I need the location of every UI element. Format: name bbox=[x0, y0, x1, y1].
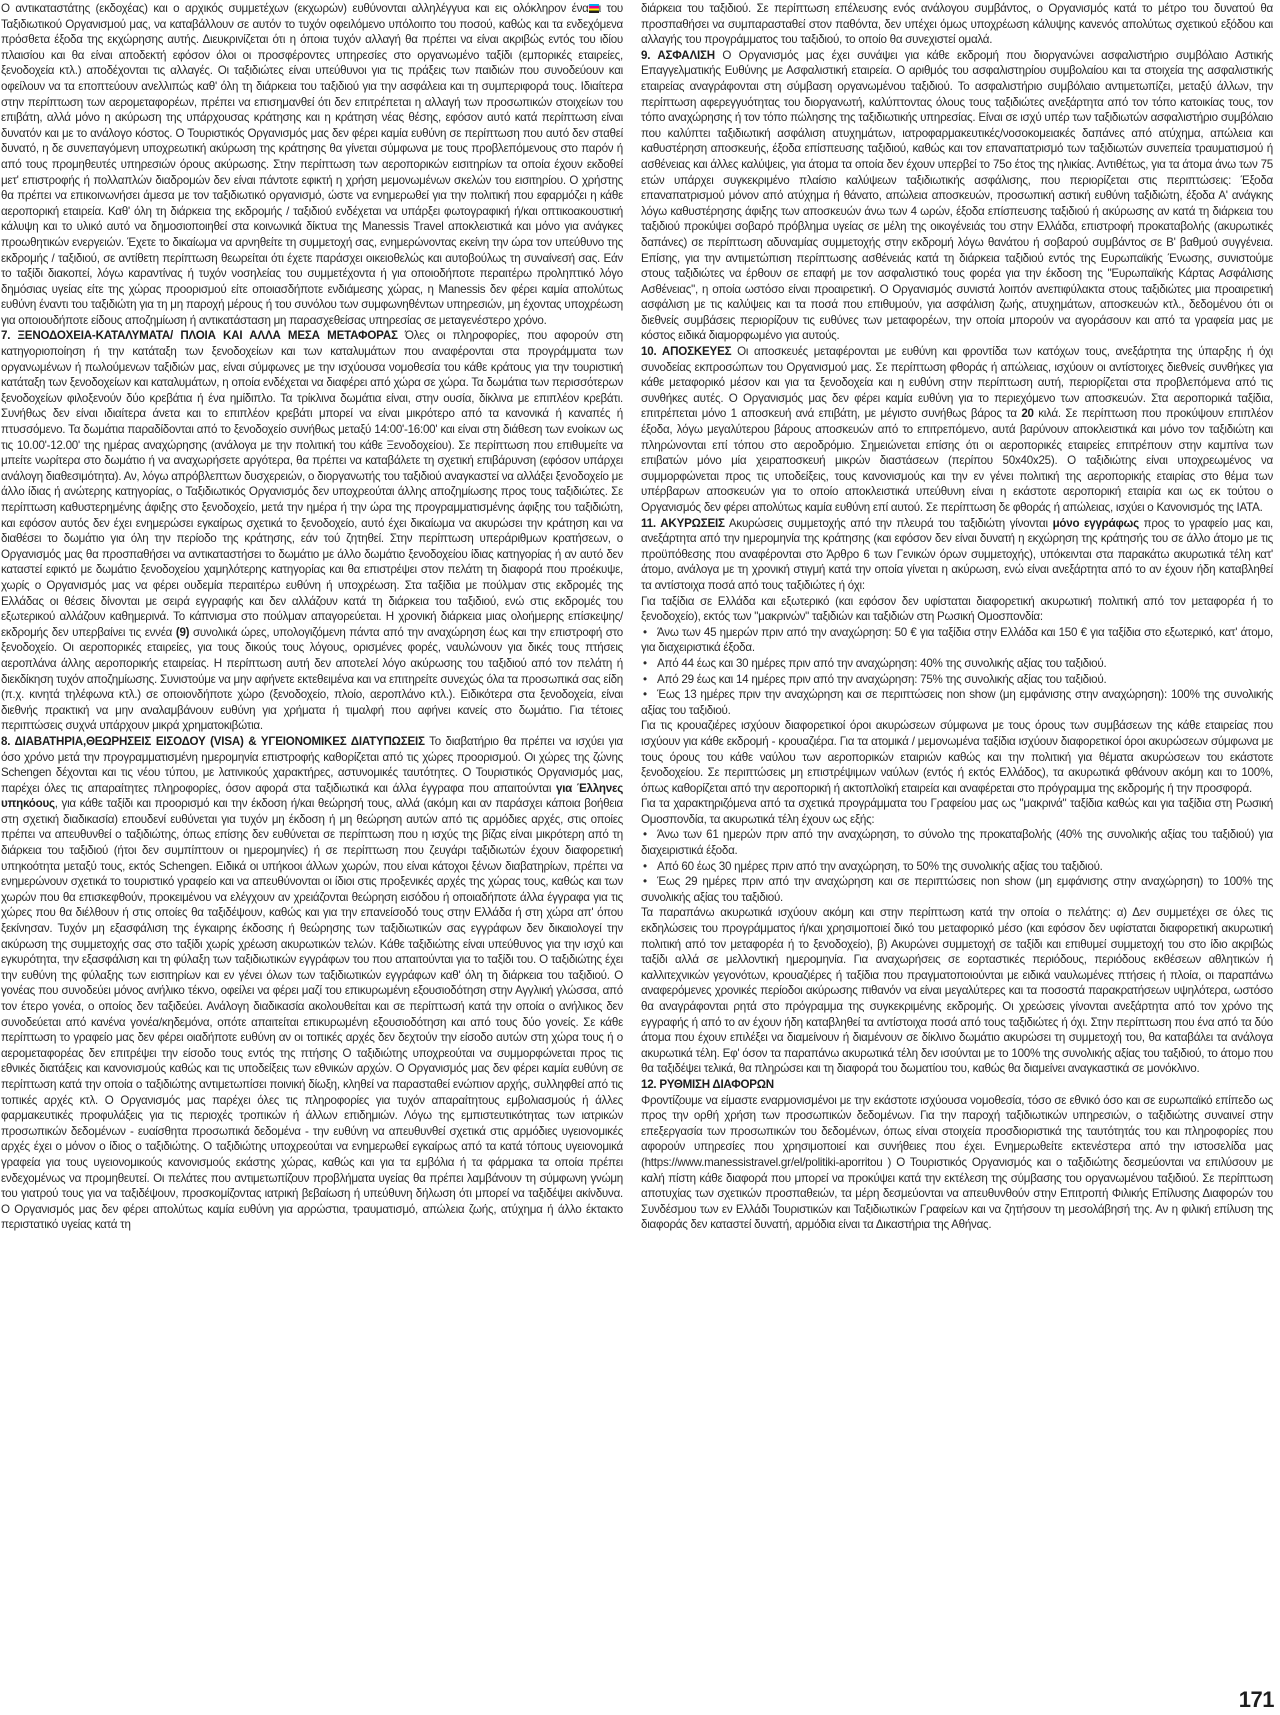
section-8-text-a: Το διαβατήριο θα πρέπει να ισχύει για όσο χρόνο μετά την προγραμματισμένη ημερομηνία επιστροφής καθορίζεται από τις χώρες προορισμού. Οι χώρες της ζώνης Schengen δέχονται και τις νέου τύπου, με λατινικούς χαρακτήρες, αστυνομικές ταυτότητες. Ο Τουριστικός Οργανισμός μας, παρέχει όλες τις απαραίτητες πληροφορίες, όσον αφορά στα ταξιδιωτικά και άλλα έγγραφα που απαιτούνται bbox=[1, 734, 623, 795]
section-10-heading: 10. ΑΠΟΣΚΕΥΕΣ bbox=[641, 345, 732, 359]
section-12-heading: 12. ΡΥΘΜΙΣΗ ΔΙΑΦΟΡΩΝ bbox=[641, 1077, 774, 1091]
section-11-cruise: Για τις κρουαζιέρες ισχύουν διαφορετικοί όροι ακυρώσεων σύμφωνα με τους όρους των συμβάσεων της κάθε εταιρείας που ισχύουν για κάθε εκδρομή - κρουαζιέρα. Για τα ατομικά / μεμονωμένα ταξίδια ισχύουν διαφορετικοί όροι ακυρώσεων σύμφωνα με τους όρους του κάθε ναύλου των αεροπορικών εταιριών καθώς και την πολιτική για θέματα ακυρώσεων του εκάστοτε ξενοδοχείου. Σε περιπτώσεις μη επιστρέψιμων ναύλων (εντός ή εκτός Ελλάδος), τα ακυρωτικά φθάνουν ακόμη και το 100%, όπως καθορίζεται από την αεροπορική ή ακτοπλοϊκή εταιρεία και αναφέρεται στο πρόγραμμα της εκδρομής ή την προσφορά. bbox=[641, 719, 1273, 795]
intro-text-b: ι του Ταξιδιωτικού Οργανισμού μας, να καταβάλλουν σε αυτόν το τυχόν οφειλόμενο υπόλοιπο του ποσού, καθώς και τα ενδεχόμενα πρόσθετα έξοδα της εκχώρησης αυτής. Διευκρινίζεται ότι η όποια τυχόν αλλαγή θα πρέπει να είναι ακριβώς εντός του ιδίου πλαισίου και θα είναι αποδεκτή εφόσον όλοι οι προσφέροντες υπηρεσίες στο οργανωμένο ταξίδι (εμπορικές εταιρείες, ξενοδοχεία κτλ.) αποδέχονται τις αλλαγές. Οι ταξιδιώτες είναι υπεύθυνοι για τις πράξεις των παιδιών που συνοδεύουν και οφείλουν να τα εποπτεύουν ανελλιπώς καθ' όλη τη διάρκεια του ταξιδιού για την ασφάλεια και τη συμπεριφορά τους. Ιδιαίτερα στην περίπτωση των αερομεταφορέων, πρέπει να επισημανθεί ότι δεν επιτρέπεται η αλλαγή των προσωπικών στοιχείων του επιβάτη, αλλά μόνο η ακύρωση της υπάρχουσας κράτησης και η κράτηση νέας θέσης, εφόσον αυτό κατά περίπτωση είναι δυνατόν και με το ανάλογο κόστος. Ο Τουριστικός Οργανισμός μας δεν φέρει καμία ευθύνη σε περίπτωση που αυτό δεν σταθεί δυνατό, η δε συνεπαγόμενη υποχρεωτική ακύρωση της κράτησης θα γίνεται σύμφωνα με τους προβλεπόμενους στο παρόν ή από τους προμηθευτές υπηρεσιών όρους ακύρωσης. Στην περίπτωση των αεροπορικών εισιτηρίων τα οποία έχουν εκδοθεί μετ' επιστροφής ή πολλαπλών διαδρομών δεν είναι πάντοτε εφικτή η χρήση μεμονωμένων σκελών του εισιτηρίου. Ο χρήστης θα πρέπει να επικοινωνήσει άμεσα με τον ταξιδιωτικό οργανισμό, ώστε να ενημερωθεί για την πολιτική που εφαρμόζει η κάθε αεροπορική εταιρεία. Καθ' όλη τη διάρκεια της εκδρομής / ταξιδιού ενδέχεται να υπάρξει φωτογραφική ή/και οπτικοακουστική κάλυψη και το υλικό αυτό να δημοσιοποιηθεί στα κοινωνικά δίκτυα της Manessis Travel αποκλειστικά και μόνο για ανάγκες προωθητικών ενεργειών. Έχετε το δικαίωμα να αρνηθείτε τη συμμετοχή σας, ενημερώνοντας εκείνη την ώρα τον υπεύθυνο της εκδρομής / ταξιδιού, σε αντίθετη περίπτωση θεωρείται ότι έχετε παράσχει οικειοθελώς και αυτοβούλως τη συναίνεσή σας. Εάν το ταξίδι διακοπεί, λόγω καραντίνας ή τυχόν νοσηλείας του συμμετέχοντα ή για οποιοδήποτε περαιτέρω προληπτικό λόγο δημόσιας υγείας είτε της χώρας προορισμού είτε οποιασδήποτε ενδιάμεσης χώρας, η Manessis δεν φέρει καμία απολύτως ευθύνη έναντι του ταξιδιώτη για τη μη παροχή μέρους ή του συνόλου των συμφωνηθέντων υπηρεσιών, μη έχοντας υποχρέωση για οποιουδήποτε είδους αποζημίωση ή αντικατάσταση μη παρασχεθείσας υπηρεσίας σε μεταγενέστερο χρόνο. bbox=[1, 2, 623, 327]
section-8-bold: για Έλληνες υπηκόους bbox=[1, 781, 623, 811]
list-item bbox=[641, 687, 1273, 718]
section-9-heading: 9. ΑΣΦΑΛΙΣΗ bbox=[641, 48, 715, 62]
section-7-text-a: Όλες οι πληροφορίες, που αφορούν στη κατηγοριοποίηση ή την κατάταξη των ξενοδοχείων και των καταλυμάτων που αναφέρονται στα προγράμματα των οργανωμένων ή πωλούμενων ταξιδιών μας, είναι σύμφωνες με την ισχύουσα νομοθεσία του κάθε κράτους για την τουριστική κατάταξη των ξενοδοχείων και καταλυμάτων, η οποία ενδέχεται να διαφέρει από χώρα σε χώρα. Τα δωμάτια των περισσότερων ξενοδοχείων φιλοξενούν δύο κρεβάτια ή ένα ημίδιπλο. Τα τρίκλινα δωμάτια είναι, στην ουσία, δίκλινα με επιπλέον κρεβάτι. Συνήθως δεν είναι ιδιαίτερα άνετα και το επιπλέον κρεβάτι μπορεί να είναι μικρότερο από τα κανονικά ή καναπές ή πτυσσόμενο. Τα δωμάτια παραδίδονται από το ξενοδοχείο συνήθως μεταξύ 14:00'-16:00' και είναι στη διάθεση των ενοίκων ως τις 10.00'-12.00' της ημέρας αναχώρησης (ανάλογα με την πολιτική του κάθε Ξενοδοχείου). Σε περίπτωση που επιθυμείτε να μπείτε νωρίτερα στο δωμάτιο ή να αναχωρήσετε αργότερα, θα πρέπει να καταβάλετε τη σχετική επιβάρυνση (εφόσον υπάρχει ανάλογη διαθεσιμότητα). Αν, λόγω απρόβλεπτων δυσχερειών, ο διοργανωτής του ταξιδιού αναγκαστεί να αλλάξει ξενοδοχείο με άλλο ίδιας ή ανώτερης κατηγορίας, ο Ταξιδιωτικός Οργανισμός δεν υποχρεούται άλλης αποζημίωσης προς τους ταξιδιώτες. Σε περίπτωση καθυστερημένης άφιξης στο ξενοδοχείο, μετά την ημέρα ή την ώρα της προγραμματισμένης άφιξης του ταξιδιώτη, και εφόσον αυτός δεν έχει ενημερώσει εγκαίρως σχετικά το ξενοδοχείο, αυτό έχει δικαίωμα να ακυρώσει την κράτηση και να διαθέσει το δωμάτιο για όλη την περίοδο της κράτησης, εάν τού ζητηθεί. Στην περίπτωση υπεράριθμων κρατήσεων, ο Οργανισμός μας θα προσπαθήσει να αντικαταστήσει το δωμάτιο με άλλο δωμάτιο ξενοδοχείου ίδιας κατηγορίας ή αν αυτό δεν καταστεί εφικτό με δωμάτιο ξενοδοχείου χαμηλότερης κατηγορίας και θα επιστρέψει στον πελάτη τη διαφορά που προέκυψε, χωρίς ο Οργανισμός μας να φέρει ουδεμία περαιτέρω ευθύνη ή υποχρέωση. Στα ταξίδια με πούλμαν στις εκδρομές της Ελλάδας οι θέσεις δίνονται με σειρά εγγραφής και δεν αλλάζουν κατά τη διάρκεια του ταξιδιού, ενώ στις εκδρομές του εξωτερικού αλλάζουν καθημερινά. Το κάπνισμα στο πούλμαν απαγορεύεται. Η χρονική διάρκεια μιας ολοήμερης επίσκεψης/εκδρομής δεν υπερβαίνει τις εννέα bbox=[1, 329, 623, 639]
list-item bbox=[641, 625, 1273, 656]
section-11-closing: Τα παραπάνω ακυρωτικά ισχύουν ακόμη και στην περίπτωση κατά την οποία ο πελάτης: α) Δεν συμμετέχει σε όλες τις εκδηλώσεις του προγράμματος ή/και χρησιμοποιεί δικό του μεταφορικό μέσο (και εφόσον δεν υφίσταται διαφορετική ακυρωτική πολιτική από τον μεταφορέα ή το ξενοδοχείο), β) Ακυρώνει συμμετοχή σε ταξίδι και επιθυμεί συμμετοχή του στο ίδιο ακριβώς ταξίδι αλλά σε μελλοντική ημερομηνία. Για αναχωρήσεις σε εορταστικές περιόδους, περιόδους εκθέσεων αθλητικών ή καλλιτεχνικών γεγονότων, κρουαζιέρες ή ταξίδια που πραγματοποιούνται με ειδικά ναυλωμένες πτήσεις ή πλοία, οι παραπάνω αναφερόμενες χρονικές περίοδοι ακύρωσης πιθανόν να είναι μεγαλύτερες και τα ποσοστά παρακρατήσεων υψηλότερα, ωστόσο θα αναγράφονται ρητά στο πρόγραμμα της συγκεκριμένης εκδρομής. Οι χρεώσεις γίνονται ανεξάρτητα από τον χρόνο της εγγραφής ή από το αν έχουν ήδη καταβληθεί τα αντίστοιχα ποσά από τους ταξιδιώτες ή όχι. Στην περίπτωση που ένα από τα δύο άτομα που έχουν επιλέξει να διαμείνουν ή διαμένουν σε δίκλινο δωμάτιο ακυρώσει τη συμμετοχή του, θα καταβάλει τα ανάλογα ακυρωτικά τέλη. Εφ' όσον τα παραπάνω ακυρωτικά τέλη δεν ισούνται με το 100% της συνολικής αξίας του ταξιδιού, το άτομο που θα ταξιδέψει τελικά, θα πληρώσει και τη διαφορά του δωματίου του, καθώς θα διαμείνει αναγκαστικά σε μονόκλινο. bbox=[641, 906, 1273, 1076]
continuation-paragraph: διάρκεια του ταξιδιού. Σε περίπτωση επέλευσης ενός ανάλογου συμβάντος, ο Οργανισμός κατά το μέτρο του δυνατού θα προσπαθήσει να συμπαρασταθεί στον παθόντα, δεν υπέχει όμως υποχρέωση κάλυψης κανενός απολύτως σχετικού εξόδου και αλλαγής του προγράμματος του ταξιδιού, το οποίο θα συνεχιστεί ομαλά. bbox=[641, 2, 1273, 47]
list-item bbox=[641, 672, 1273, 688]
section-11-heading: 11. ΑΚΥΡΩΣΕΙΣ bbox=[641, 516, 725, 530]
list-item-text: Από 29 έως και 14 ημέρες πριν από την αναχώρηση: 75% της συνολικής αξίας του ταξιδιού. bbox=[657, 672, 1107, 686]
right-column bbox=[641, 1, 1273, 1233]
section-12-text: Φροντίζουμε να είμαστε εναρμονισμένοι με την εκάστοτε ισχύουσα νομοθεσία, τόσο σε εθνικό όσο και σε ευρωπαϊκό επίπεδο ως προς την ορθή χρήση των προσωπικών δεδομένων. Για την παροχή ταξιδιωτικών υπηρεσιών, ο ταξιδιώτης συναινεί στην επεξεργασία των προσωπικών του δεδομένων, όπως είναι στοιχεία προσδιοριστικά της ταυτότητάς του και πληροφορίες που αφορούν υπηρεσίες που χρησιμοποιεί και συνήθειες που έχει. Ενημερωθείτε εκτενέστερα από την ιστοσελίδα μας (https://www.manessistravel.gr/el/politiki-aporritou ) Ο Τουριστικός Οργανισμός και ο ταξιδιώτης δεσμεύονται να επιλύσουν με καλή πίστη κάθε διαφορά που μπορεί να προκύψει κατά την εκτέλεση της σύμβασης του οργανωμένου ταξιδιού. Σε περίπτωση αποτυχίας των σχετικών προσπαθειών, τα μέρη δεσμεύονται να απευθυνθούν στην Επιτροπή Φιλικής Επίλυσης Διαφορών του Συνδέσμου των εν Ελλάδι Τουριστικών και Ταξιδιωτικών Γραφείων και να ζητήσουν τη μεσολάβησή της. Αν η φιλική επίλυση της διαφοράς δεν καταστεί δυνατή, αρμόδια είναι τα Δικαστήρια της Αθήνας. bbox=[641, 1093, 1273, 1232]
list-item-text: Έως 13 ημέρες πριν την αναχώρηση και σε περιπτώσεις non show (μη εμφάνισης στην αναχώρηση): 100% της συνολικής αξίας του ταξιδιού. bbox=[641, 688, 1273, 717]
left-column bbox=[1, 1, 623, 1233]
intro-paragraph bbox=[1, 1, 623, 328]
list-item bbox=[641, 656, 1273, 672]
section-8-heading: 8. ΔΙΑΒΑΤΗΡΙΑ,ΘΕΩΡΗΣΕΙΣ ΕΙΣΟΔΟΥ (VISA) & ΥΓΕΙΟΝΟΜΙΚΕΣ ΔΙΑΤΥΠΩΣΕΙΣ bbox=[1, 734, 425, 748]
list-item-text: Από 44 έως και 30 ημέρες πριν από την αναχώρηση: 40% της συνολικής αξίας του ταξιδιού. bbox=[657, 656, 1107, 670]
bullet-icon: • bbox=[643, 688, 647, 702]
section-11-longhaul-intro: Για τα χαρακτηριζόμενα από τα σχετικά προγράμματα του Γραφείου μας ως "μακρινά" ταξίδια καθώς και για ταξίδια στη Ρωσική Ομοσπονδία, τα ακυρωτικά τέλη έχουν ως εξής: bbox=[641, 797, 1273, 826]
bullet-icon: • bbox=[643, 672, 647, 686]
page-number: 171 bbox=[1238, 1687, 1274, 1712]
section-11-text-b: προς το γραφείο μας και, ανεξάρτητα από την ημερομηνία της κράτησης (και εφόσον δεν είναι δυνατή η εκχώρηση της κράτησής του σε άλλο άτομο με τις προϋπόθεσης που αναφέρονται στο Άρθρο 6 των Γενικών όρων συμμετοχής), υπόκεινται στα παρακάτω ακυρωτικά τέλη κατ' άτομο, ανάλογα με τη χρονική στιγμή κατά την οποία γίνεται η ακύρωση, ενώ είναι ανεξάρτητα από το αν έχουν ήδη καταβληθεί τα αντίστοιχα ποσά από τους ταξιδιώτες ή όχι: bbox=[641, 516, 1273, 592]
section-9 bbox=[641, 48, 1273, 344]
list-item bbox=[641, 874, 1273, 905]
bullet-icon: • bbox=[643, 859, 647, 873]
list-item-text: Άνω των 45 ημερών πριν από την αναχώρηση: 50 € για ταξίδια στην Ελλάδα και 150 € για ταξίδια στο εξωτερικό, κατ' άτομο, για διαχειριστικά έξοδα. bbox=[641, 625, 1273, 655]
section-10-bold-weight: 20 bbox=[1021, 407, 1034, 421]
bullet-icon: • bbox=[643, 625, 647, 639]
section-7 bbox=[1, 328, 623, 733]
section-7-heading: 7. ΞΕΝΟΔΟΧΕΙΑ-ΚΑΤΑΛΥΜΑΤΑ/ ΠΛΟΙΑ ΚΑΙ ΑΛΛΑ ΜΕΣΑ ΜΕΤΑΦΟΡΑΣ bbox=[1, 329, 398, 343]
section-11 bbox=[641, 516, 1273, 594]
section-9-text: Ο Οργανισμός μας έχει συνάψει για κάθε εκδρομή που διοργανώνει ασφαλιστήριο συμβόλαιο Αστικής Επαγγελματικής Ευθύνης με Ασφαλιστική εταιρεία. Ο αριθμός του ασφαλιστηρίου συμβολαίου και τα στοιχεία της ασφαλιστικής εταιρείας αναγράφονται στη σύμβαση οργανωμένου ταξιδιού. Το ασφαλιστήριο συμβόλαιο αντιμετωπίζει, μεταξύ άλλων, την περίπτωση αφερεγγυότητας του διοργανωτή, καλύπτοντας όλους τους ταξιδιώτες ανεξάρτητα από τον τόπο κατοικίας τους, τον τόπο αναχώρησης ή τον τόπο πώλησης της ταξιδιωτικής υπηρεσίας. Είναι σε ισχύ υπέρ των ταξιδιωτών ασφαλιστήριο συμβόλαιο που καλύπτει ταξιδιωτική ασφάλιση ατυχημάτων, ιατροφαρμακευτικές/νοσοκομειακές δαπάνες από ατύχημα, απώλεια και καθυστέρηση αποσκευής, έξοδα επίσπευσης ταξιδιού, καθώς και τον επαναπατρισμό των ταξιδιωτών συνεπεία τραυματισμού ή ασθένειας και άλλες καλύψεις, για άτομα τα οποία δεν έχουν υπερβεί το 75ο έτος της ηλικίας. Αντιθέτως, για τα άτομα άνω των 75 ετών υπάρχει συγκεκριμένο πλαίσιο καλύψεων ταξιδιωτικής ασφάλισης, που περιορίζεται στις περιπτώσεις: Έξοδα επαναπατρισμού μόνον από ατύχημα ή θάνατο, απώλεια αποσκευών, προσωπική αστική ευθύνη ταξιδιώτη, έξοδα Α' ανάγκης λόγω καθυστέρησης άφιξης των αποσκευών άνω των 4 ωρών, έξοδα επίσπευσης ταξιδιού ή ακύρωσης αν κατά τη διάρκεια του ταξιδιού προκύψει σοβαρό πρόβλημα υγείας σε μέλη της οικογένειάς του στην Ελλάδα, επιστροφή προκαταβολής (ακυρωτικές δαπάνες) σε περίπτωση αδυναμίας συμμετοχής στην εκδρομή λόγω θανάτου ή σοβαρού συμβάντος σε Β' βαθμού συγγένεια. Επίσης, για την αντιμετώπιση περίπτωσης ασθένειάς κατά τη διάρκεια ταξιδιού εντός της Ευρωπαϊκής Ένωσης, συνιστούμε στους ταξιδιώτες να έρθουν σε επαφή με τον ασφαλιστικό τους φορέα για την έκδοση της "Ευρωπαϊκής Κάρτας Ασφάλισης Ασθένειας", η οποία ωστόσο είναι προαιρετική. Ο Οργανισμός συνιστά λοιπόν ανεπιφύλακτα στους ταξιδιώτες μια προαιρετική ασφάλιση με τις καλύψεις και τα ποσά που επιθυμούν, για ασφάλιση ζωής, ατυχημάτων, αποσκευών κτλ., δεδομένου ότι οι διεθνείς συμβάσεις περιορίζουν τις ευθύνες των μεταφορέων, την οποία μπορούν να αγοράσουν και από τα γραφεία μας με κόστος ειδικά διαμορφωμένο για αυτούς. bbox=[641, 48, 1274, 343]
section-10-text-b: κιλά. Σε περίπτωση που προκύψουν επιπλέον έξοδα, λόγω μεγαλύτερου βάρους αποσκευών από το επιτρεπόμενο, αυτά βαρύνουν αποκλειστικά και μόνο τον ταξιδιώτη και πληρώνονται επί τόπου στο αεροδρόμιο. Σημειώνεται επίσης ότι οι αεροπορικές εταιρείες επιτρέπουν στην καμπίνα των επιβατών μόνο μία χειραποσκευή μικρών διαστάσεων (περίπου 50x40x25). Ο ταξιδιώτης είναι υποχρεωμένος να συμμορφώνεται προς τις υποδείξεις, τους κανονισμούς και την εν γένει πολιτική της αεροπορικής εταιρίας στο θέμα των υπέρβαρων αποσκευών για το οποίο αποκλειστικά υπεύθυνη είναι η εκάστοτε αεροπορική εταιρία και ως εκ τούτου ο Οργανισμός δεν φέρει απολύτως καμία ευθύνη επί αυτού. Σε περίπτωση δε φθοράς ή απώλειας, ισχύει ο Κανονισμός της ΙΑΤΑ. bbox=[641, 407, 1274, 514]
list-item-text: Από 60 έως 30 ημέρες πριν από την αναχώρηση, το 50% της συνολικής αξίας του ταξιδιού. bbox=[657, 859, 1103, 873]
section-7-text-b: συνολικά ώρες, υπολογιζόμενη πάντα από την αναχώρηση έως και την επιστροφή στο ξενοδοχείο. Οι αεροπορικές εταιρείες, για τους δικούς τους λόγους, ορισμένες φορές, ναυλώνουν για δικές τους πτήσεις αεροπλάνα άλλης αεροπορικής εταιρείας. Η περίπτωση αυτή δεν αποτελεί λόγο ακύρωσης του ταξιδιού από τον πελάτη ή διεκδίκηση τυχόν αποζημίωσης. Συνιστούμε να μην αφήνετε εκτεθειμένα και να επιτηρείτε συνεχώς όλα τα προσωπικά σας είδη (π.χ. κινητά τηλέφωνα κτλ.) σε οποιονδήποτε χώρο (ξενοδοχείο, πλοίο, αεροπλάνο κτλ.). Ειδικότερα στα ξενοδοχεία, είναι διεθνής πρακτική να μην αναλαμβάνουν ευθύνη για χρήματα ή τιμαλφή που αφήνει κανείς στο δωμάτιο. Για τέτοιες περιπτώσεις συχνά υπάρχουν μικρά χρηματοκιβώτια. bbox=[1, 625, 624, 733]
bullet-icon: • bbox=[643, 656, 647, 670]
list-item-text: Άνω των 61 ημερών πριν από την αναχώρηση, το σύνολο της προκαταβολής (40% της συνολικής αξίας του ταξιδιού) για διαχειριστικά έξοδα. bbox=[641, 828, 1273, 858]
section-11-bold: μόνο εγγράφως bbox=[1052, 516, 1139, 530]
section-11-text-a: Ακυρώσεις συμμετοχής από την πλευρά του ταξιδιώτη γίνονται bbox=[724, 516, 1053, 530]
section-10 bbox=[641, 344, 1273, 516]
section-8-text-b: , για κάθε ταξίδι και προορισμό και την έκδοση ή/και θεώρησή τους, αλλά (ακόμη και αν παράσχει κάποια βοήθεια στη σχετική διαδικασία) επουδενί ευθύνεται για τυχόν μη έκδοση ή μη θεώρηση αυτών από τις αρμόδιες αρχές, στις οποίες πρέπει να απευθυνθεί ο ταξιδιώτης, όπως επίσης δεν ευθύνεται σε περίπτωση που η ισχύς της βίζας είναι μικρότερη από τη διάρκεια του ταξιδιού (ήτοι δεν συμπίπτουν οι ημερομηνίες) ή σε περίπτωση που ζευγάρι ταξιδιωτών έχουν διαφορετική υπηκοότητα μεταξύ τους, εκτός Schengen. Ειδικά οι υπήκοοι άλλων χωρών, που είναι κάτοχοι ξένων διαβατηρίων, πρέπει να ενημερώνουν σχετικά το τουριστικό γραφείο και να απευθύνονται οι ίδιοι στις προξενικές αρχές της χώρας τους, καθώς και των χωρών που θα επισκεφθούν, προκειμένου να ελέγχουν αν χρειάζονται θεώρηση εισόδου ή οποιαδήποτε άλλα έγγραφα για τις χώρες που θα διέλθουν ή στις οποίες θα ταξιδέψουν, καθώς και για την επανείσοδό τους στην Ελλάδα ή στη χώρα απ' όπου ξεκίνησαν. Τυχόν μη εξασφάλιση της έγκαιρης έκδοσης ή θεώρησης των ταξιδιωτικών σας εγγράφων δεν δικαιολογεί την ακύρωση της συμμετοχής σας στο ταξίδι χωρίς χρέωση ακυρωτικών τελών. Κάθε ταξιδιώτης είναι υπεύθυνος για την ισχύ και εγκυρότητα, την εξασφάλιση και τη φύλαξη των ταξιδιωτικών εγγράφων του που απαιτούνται για το ταξίδι του. Ο ταξιδιώτης έχει την ευθύνη της φύλαξης των εισιτηρίων και εν γένει όλων των ταξιδιωτικών εγγράφων καθ' όλη τη διάρκεια του ταξιδιού. Ο γονέας που συνοδεύει μόνος ανήλικο τέκνο, οφείλει να φέρει μαζί του επικυρωμένη εξουσιοδότηση στην Αγγλική γλώσσα, από τον έτερο γονέα, ο οποίος δεν ταξιδεύει. Ανάλογη διαδικασία ακολουθείται και σε περίπτωσή κατά την οποία ο ανήλικος δεν συνοδεύεται από κανένα γονέα/κηδεμόνα, οπότε απαιτείται επικυρωμένη εξουσιοδότηση και από τους δύο γονείς. Σε κάθε περίπτωση το γραφείο μας δεν φέρει οιαδήποτε ευθύνη αν οι τοπικές αρχές δεν δεχτούν την είσοδο αυτών στη χώρα τους ή ο αερομεταφορέας δεν επιτρέψει την είσοδο τους εντός της πτήσης Ο ταξιδιώτης υποχρεούται να συμμορφώνεται προς τις εθνικές διατάξεις και κανονισμούς καθώς και τις υποδείξεις των εθνικών αρχών. Ο Οργανισμός μας δεν φέρει καμία ευθύνη σε περίπτωση κατά την οποία ο ταξιδιώτης αντιμετωπίσει ποινική δίωξη, κληθεί να παρασταθεί ενώπιον αρχής, συλληφθεί από τις τοπικές αρχές κτλ. Ο Οργανισμός μας παρέχει όλες τις πληροφορίες για τυχόν απαραίτητους εμβολιασμούς ή άλλες φαρμακευτικές προφυλάξεις για τις περιοχές τροπικών ή άλλων επιδημιών. Λόγω της εμπιστευτικότητας των ιατρικών προσωπικών δεδομένων - ευαίσθητα προσωπικά δεδομένα - την ευθύνη να απευθυνθεί σχετικά στις αρμόδιες υγειονομικές αρχές έχει ο μόνον ο ίδιος ο ταξιδιώτης. Ο ταξιδιώτης υποχρεούται να ενημερωθεί εγκαίρως από τα κατά τόπους υγειονομικά γραφεία για τους υγειονομικούς κανονισμούς εκάστης χώρας, καθώς και για τα εμβόλια ή τα φάρμακα τα οποία πρέπει ενδεχομένως να προμηθευτεί. Οι πελάτες που αντιμετωπίζουν προβλήματα υγείας θα πρέπει λαμβάνουν τη σύμφωνη γνώμη του γιατρού τους για να ταξιδέψουν, προσκομίζοντας ιατρική βεβαίωση ή υπεύθυνη δήλωση ότι μπορεί να ταξιδέψει ακίνδυνα. Ο Οργανισμός μας δεν φέρει απολύτως καμία ευθύνη για αρρώστια, τραυματισμό, απώλεια ζωής, ατύχημα ή άλλο έκτακτο περιστατικό υγείας κατά τη bbox=[1, 797, 623, 1232]
list-item bbox=[641, 859, 1273, 875]
bullet-icon: • bbox=[643, 828, 647, 842]
section-11-domestic-intro: Για ταξίδια σε Ελλάδα και εξωτερικό (και εφόσον δεν υφίσταται διαφορετική ακυρωτική πολιτική από τον μεταφορέα ή το ξενοδοχείο), εκτός των "μακρινών" ταξιδιών και ταξιδιών στη Ρωσική Ομοσπονδία: bbox=[641, 594, 1273, 624]
list-item-text: Έως 29 ημέρες πριν από την αναχώρηση και σε περιπτώσεις non show (μη εμφάνισης στην αναχώρηση) το 100% της συνολικής αξίας του ταξιδιού. bbox=[641, 875, 1273, 904]
section-7-bold-hours: (9) bbox=[175, 625, 190, 639]
section-10-text-a: Οι αποσκευές μεταφέρονται με ευθύνη και φροντίδα των κατόχων τους, ανεξάρτητα της ύπαρξης ή όχι συνοδείας εκπροσώπων του Οργανισμού μας. Σε περίπτωση φθοράς ή απώλειας, ισχύουν οι αντίστοιχες διεθνείς συνθήκες για κάθε μεταφορικό μέσον και για τα ξενοδοχεία και η ευθύνη στην περίπτωση αυτή, περιορίζεται στα προβλεπόμενα από τις συνθήκες αυτές. Ο Οργανισμός μας δεν φέρει καμία ευθύνη για το περιεχόμενο των αποσκευών. Στα αεροπορικά ταξίδια, επιτρέπεται μόνο 1 αποσκευή ανά επιβάτη, με μέγιστο συνήθως βάρος τα bbox=[641, 345, 1273, 421]
bullet-icon: • bbox=[643, 875, 647, 889]
intro-text-a: Ο αντικαταστάτης (εκδοχέας) και ο αρχικός συμμετέχων (εκχωρών) ευθύνονται αλληλέγγυα και εις ολόκληρον ένα bbox=[1, 2, 589, 15]
section-8 bbox=[1, 734, 623, 1233]
list-item bbox=[641, 827, 1273, 858]
print-registration-mark-icon bbox=[589, 4, 599, 13]
